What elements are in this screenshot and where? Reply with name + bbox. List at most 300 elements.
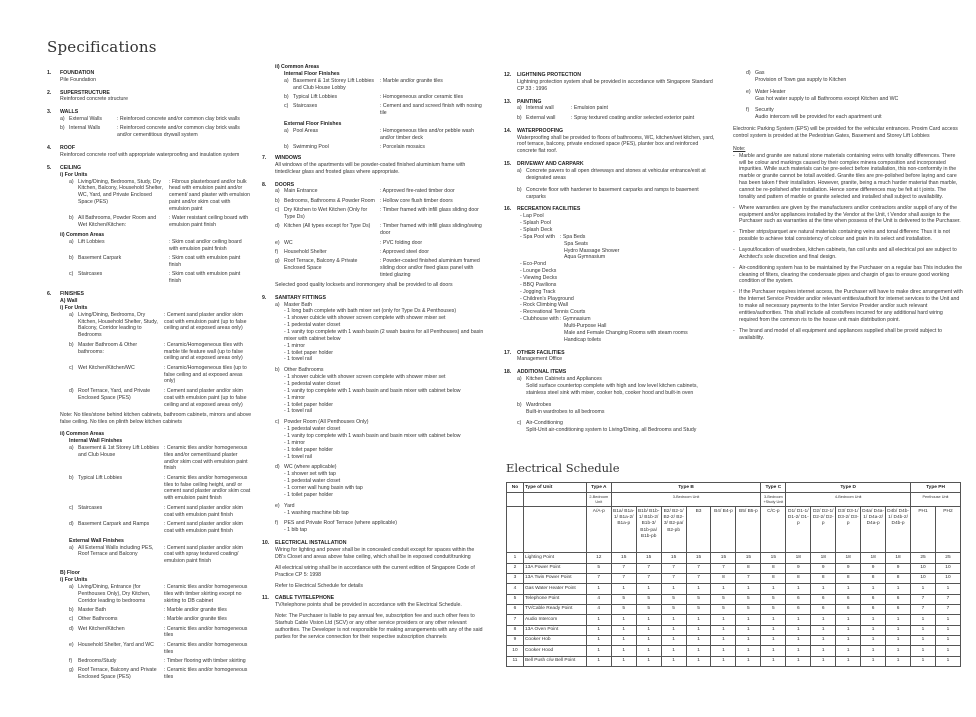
- item-letter: f): [746, 107, 750, 114]
- item-key: Master Bathroom & Other bathrooms:: [78, 341, 138, 355]
- fitting-item: - 1 mirror: [284, 342, 306, 349]
- item-value: : Approved steel door: [380, 249, 485, 256]
- cell-value: 10: [935, 573, 960, 583]
- item-letter: d): [69, 625, 74, 632]
- cell-value: 4: [586, 604, 611, 614]
- facility-subitem: : Spa Beds: [560, 233, 586, 240]
- cell-value: 1: [636, 625, 661, 635]
- cell-value: 1: [836, 584, 861, 594]
- cell-value: 5: [711, 594, 736, 604]
- section-number: 1.: [47, 69, 52, 76]
- cell-value: 7: [586, 573, 611, 583]
- additional-item: [517, 376, 716, 397]
- unit-subtype: B1b/ B1b-1/ B1b-2/ B1b-3/ B1b-pa/ B1b-pb: [636, 507, 661, 553]
- cell-value: 1: [861, 615, 886, 625]
- additional-items-continued: [733, 70, 976, 121]
- spec-row: [275, 223, 485, 237]
- cell-value: 5: [736, 594, 761, 604]
- section-title: FINISHES: [60, 291, 84, 298]
- facility-item: - Children's Playground: [520, 295, 574, 302]
- cell-value: 6: [786, 594, 811, 604]
- item-value: : Porcelain mosaics: [380, 144, 485, 151]
- cell-value: 1: [686, 584, 711, 594]
- cell-value: 1: [935, 646, 960, 656]
- cell-value: 1: [636, 584, 661, 594]
- cell-value: 1: [911, 625, 936, 635]
- header-row-subtypes: [507, 507, 961, 553]
- item-key: Staircases: [293, 103, 318, 110]
- header-unit-type: Type PH: [911, 483, 961, 493]
- item-value: : Spray textured coating and/or selected exterior paint: [571, 115, 716, 122]
- cell-value: 9: [811, 563, 836, 573]
- item-letter: b): [69, 606, 74, 613]
- cell-value: 18: [836, 553, 861, 563]
- cell-value: 1: [636, 656, 661, 666]
- unit-description: Penthouse Unit: [911, 493, 961, 507]
- item-key: Basement & 1st Storey Lift Lobbies and Club House Lobby: [293, 77, 375, 91]
- facility-item: - Eco-Pond: [520, 261, 546, 268]
- column-3: [504, 72, 716, 440]
- item-letter: f): [275, 520, 279, 527]
- item-key: Roof Terrace, Balcony and Private Enclosed Space (PES): [78, 667, 157, 681]
- bullet-dash: -: [733, 229, 735, 236]
- fitting-item: - 1 towel rail: [284, 356, 312, 363]
- group-name: Other Bathrooms: [284, 367, 324, 374]
- empty-cell: [507, 493, 524, 507]
- cell-value: 7: [935, 604, 960, 614]
- item-name: Gas: [755, 70, 765, 76]
- spec-row: [69, 607, 252, 614]
- item-letter: d): [69, 387, 74, 394]
- row-item: TV/Cable Ready Point: [523, 604, 586, 614]
- fitting-item: - 1 toilet paper holder: [284, 446, 334, 453]
- cell-value: 1: [861, 656, 886, 666]
- item-key: Pool Areas: [293, 127, 319, 134]
- header-unit-type: Type D: [786, 483, 911, 493]
- item-letter: c): [517, 420, 522, 427]
- section-text: Reinforced concrete roof with appropriate waterproofing and insulation system: [60, 152, 240, 159]
- cell-value: 1: [886, 646, 911, 656]
- cell-value: 1: [711, 615, 736, 625]
- section-title: RECREATION FACILITIES: [517, 206, 581, 213]
- additional-item-heading: [746, 89, 976, 96]
- unit-subtype: PH2: [935, 507, 960, 553]
- cell-value: 18: [861, 553, 886, 563]
- item-value: : Ceramic/Homogeneous tiles (up to false ceiling and at exposed areas only): [164, 365, 252, 386]
- cell-value: 1: [636, 615, 661, 625]
- sanitary-group: [275, 302, 485, 364]
- cell-value: 7: [736, 573, 761, 583]
- sanitary-groups: [262, 302, 485, 535]
- cell-value: 9: [786, 563, 811, 573]
- cell-value: 10: [935, 563, 960, 573]
- cell-value: 1: [686, 635, 711, 645]
- facility-subitem: Spa Seats: [564, 240, 588, 247]
- spec-row: [69, 545, 252, 566]
- spec-row: [284, 128, 485, 142]
- column-4: [733, 70, 963, 345]
- row-number: 1: [507, 553, 524, 563]
- facility-item: - Clubhouse with: [520, 316, 559, 323]
- item-key: Bedrooms/Study: [78, 658, 117, 665]
- cell-value: 1: [636, 635, 661, 645]
- facility-group: [520, 234, 716, 261]
- section-number: 11.: [262, 595, 269, 602]
- header-unit-type: Type B: [611, 483, 761, 493]
- spec-list: [504, 105, 716, 121]
- row-item: Bell Push c/w Bell Point: [523, 656, 586, 666]
- section-title: OTHER FACILITIES: [517, 349, 565, 356]
- row-number: 7: [507, 615, 524, 625]
- facility-item: - Viewing Decks: [520, 274, 558, 281]
- cell-value: 7: [661, 563, 686, 573]
- item-text: Built-in wardrobes to all bedrooms: [526, 408, 605, 415]
- item-letter: g): [275, 258, 280, 265]
- sanitary-group: [275, 419, 485, 460]
- cell-value: 1: [911, 615, 936, 625]
- item-letter: f): [275, 248, 279, 255]
- item-letter: b): [284, 93, 289, 100]
- cell-value: 1: [836, 646, 861, 656]
- subheading: ii) Common Areas: [60, 431, 105, 438]
- section-title: WALLS: [60, 109, 79, 116]
- item-value: : Cement sand plaster and/or skim coat with emulsion paint (up to false ceiling and at exposed areas only): [164, 388, 252, 409]
- spec-list: [275, 78, 485, 117]
- cell-value: 1: [861, 584, 886, 594]
- cell-value: 1: [811, 635, 836, 645]
- section-number: 16.: [504, 206, 512, 213]
- item-value: : Marble and/or granite tiles: [164, 616, 252, 623]
- cell-value: 5: [686, 594, 711, 604]
- item-key: Staircases: [78, 504, 103, 511]
- cell-value: 1: [586, 656, 611, 666]
- cell-value: 1: [736, 646, 761, 656]
- unit-subtype: D1/ D1-1/ D1-2/ D1-p: [786, 507, 811, 553]
- item-key: Household Shelter: [284, 248, 327, 255]
- cell-value: 7: [661, 573, 686, 583]
- facility-item: - BBQ Pavilions: [520, 281, 557, 288]
- bullet-dash: -: [733, 327, 735, 334]
- row-number: 5: [507, 594, 524, 604]
- row-number: 3: [507, 573, 524, 583]
- cell-value: 15: [611, 553, 636, 563]
- fitting-item: - 1 toilet paper holder: [284, 349, 334, 356]
- spec-row: [69, 365, 252, 386]
- additional-item-heading: [517, 402, 716, 409]
- item-letter: e): [275, 502, 280, 509]
- cell-value: 18: [886, 553, 911, 563]
- item-value: : PVC folding door: [380, 240, 485, 247]
- sanitary-group: [275, 464, 485, 498]
- cell-value: 9: [861, 563, 886, 573]
- row-number: 9: [507, 635, 524, 645]
- facility-subitem: Aqua Gymnasium: [564, 254, 606, 261]
- section-title: WATERPROOFING: [517, 127, 564, 134]
- cell-value: 6: [811, 594, 836, 604]
- spec-row: [69, 255, 252, 269]
- spec-list: [262, 188, 485, 278]
- row-item: Lighting Point: [523, 553, 586, 563]
- cell-value: 1: [636, 646, 661, 656]
- item-value: : Cement sand plaster and/or skim coat with spray textured coating/ emulsion paint finish: [164, 545, 252, 566]
- cell-value: 1: [811, 646, 836, 656]
- spec-list: [60, 239, 252, 285]
- item-key: Typical Lift Lobbies: [78, 474, 123, 481]
- cell-value: 8: [861, 573, 886, 583]
- item-value: : Ceramic tiles and/or homogeneous tiles: [164, 667, 252, 681]
- cell-value: 15: [636, 553, 661, 563]
- note-text: If the Purchaser requires internet access, the Purchaser will have to make direc arrangement with the Internet Service Provider and/or relevant entities/authorit for internet services to the Unit and to make all necessary payments to the Inter Service Provider and/or such relevant entities/authorities. This shall include all costs/fees incurred for any additional hard wiring required from the common ris to the house unit main distribution point.: [739, 289, 963, 323]
- cell-value: 1: [611, 625, 636, 635]
- fitting-item: - 1 vanity top complete with 1 wash basin and basin mixer with cabinet below: [284, 387, 461, 394]
- finishes-note: Note: No tiles/stone behind kitchen cabinets, bathroom cabinets, mirrors and above false ceiling. No tiles on plinth below kitchen cabinets: [60, 412, 252, 426]
- item-key: Wet Kitchen/Kitchen: [78, 625, 125, 632]
- additional-item-heading: [746, 107, 976, 114]
- eps-paragraph: Electronic Parking System (EPS) will be provided for the vehicular entrances. Proxim Card access control system is provided at the Pedestrian Gates, Basement and Storey Lift Lobbies: [733, 126, 958, 140]
- cell-value: 1: [761, 646, 786, 656]
- item-value: : Timber framed with infill glass sliding door: [380, 207, 485, 221]
- row-item: Cooker Hood: [523, 646, 586, 656]
- item-name: Security: [755, 107, 774, 114]
- fitting-item: - 1 pedestal water closet: [284, 426, 341, 433]
- item-value: : Cement sand plaster and/or skim coat with emulsion paint finish: [164, 521, 252, 535]
- row-item: Audio Intercom: [523, 615, 586, 625]
- cell-value: 15: [711, 553, 736, 563]
- electrical-schedule-title: Electrical Schedule: [506, 461, 620, 475]
- cell-value: 1: [811, 615, 836, 625]
- additional-item: [517, 420, 716, 434]
- group-name: Master Bath: [284, 301, 312, 308]
- item-value: : Ceramic/Homogeneous tiles with marble tile feature wall (up to false ceiling and at exposed areas only): [164, 342, 252, 363]
- bullet-dash: -: [733, 289, 735, 296]
- cell-value: 1: [686, 646, 711, 656]
- unit-subtype: B2/ B2-1/ B2-2/ B2-3/ B2-pa/ B2-pb: [661, 507, 686, 553]
- header-type-of-unit: Type of Unit: [523, 483, 586, 493]
- unit-subtype: A/A-p: [586, 507, 611, 553]
- section-sanitary-fittings: [262, 295, 485, 535]
- item-letter: d): [275, 223, 280, 230]
- item-value: : Ceramic tiles and/or homogeneous tiles to false ceiling height, and/ or cement sand plaster and/or skim coat with emulsion paint finish: [164, 475, 252, 502]
- item-key: WC: [284, 239, 293, 246]
- cell-value: 1: [586, 615, 611, 625]
- item-letter: a): [69, 238, 74, 245]
- item-key: Master Bath: [78, 606, 106, 613]
- spec-row: [275, 188, 485, 195]
- item-key: Internal Walls: [69, 125, 101, 132]
- cell-value: 6: [861, 604, 886, 614]
- item-key: Lift Lobbies: [78, 238, 105, 245]
- additional-item-heading: [517, 376, 716, 383]
- item-key: All Bathrooms, Powder Room and Wet Kitchen/Kitchen:: [78, 215, 157, 229]
- cell-value: 1: [661, 625, 686, 635]
- spec-list: [60, 545, 252, 566]
- item-value: : Powder-coated finished aluminium framed sliding door and/or fixed glass panel with tinted glazing: [380, 258, 485, 279]
- item-letter: c): [69, 364, 74, 371]
- cell-value: 1: [736, 656, 761, 666]
- empty-cell: [523, 507, 586, 553]
- electrical-schedule-wrapper: [506, 482, 953, 712]
- section-text: All windows of the apartments will be powder-coated finished aluminium frame with tinted/clear glass and frosted glass where appropriate.: [275, 161, 466, 175]
- item-value: : Cement and sand screed finish with nosing tile: [380, 103, 485, 117]
- cell-value: 8: [811, 573, 836, 583]
- unit-subtype: PH1: [911, 507, 936, 553]
- row-number: 8: [507, 625, 524, 635]
- cell-value: 6: [836, 594, 861, 604]
- header-unit-type: Type A: [586, 483, 611, 493]
- cell-value: 5: [611, 594, 636, 604]
- header-unit-type: Type C: [761, 483, 786, 493]
- item-letter: b): [69, 341, 74, 348]
- item-value: : Skim coat and/or ceiling board with emulsion paint finish: [169, 239, 252, 253]
- cell-value: 1: [586, 646, 611, 656]
- item-name: Kitchen Cabinets and Appliances: [526, 376, 602, 383]
- item-letter: c): [69, 504, 74, 511]
- section-title: PAINTING: [517, 98, 542, 105]
- cell-value: 1: [761, 625, 786, 635]
- item-value: : Homogeneous and/or ceramic tiles: [380, 94, 485, 101]
- cell-value: 8: [786, 573, 811, 583]
- cell-value: 1: [911, 635, 936, 645]
- cell-value: 6: [886, 594, 911, 604]
- spec-row: [69, 667, 252, 681]
- item-name: Water Heater: [755, 88, 786, 95]
- facility-subitem: Hydro Massage Shower: [564, 247, 620, 254]
- paragraph: Wiring for lighting and power shall be in concealed conduit except for spaces within the DB's Closet and areas above false ceiling, which shall be in exposed conduit/trunking: [275, 547, 475, 560]
- section-number: 12.: [504, 72, 512, 78]
- item-letter: a): [60, 116, 65, 123]
- spec-row: [69, 626, 252, 640]
- unit-subtype: B3: [686, 507, 711, 553]
- item-value: : Skim coat with emulsion paint finish: [169, 271, 252, 285]
- item-value: : Reinforced concrete and/or common clay brick walls: [117, 116, 252, 123]
- facility-sublist: [560, 233, 620, 261]
- section-title: CABLE TV/TELEPHONE: [275, 595, 335, 602]
- cell-value: 1: [586, 625, 611, 635]
- facility-item: - Lap Pool: [520, 213, 544, 220]
- section-number: 4.: [47, 145, 52, 152]
- item-key: Living/Dining, Bedrooms, Dry Kitchen, Household Shelter, Study, Balcony, Corridor leading to Bedrooms: [78, 311, 158, 339]
- cell-value: 1: [661, 656, 686, 666]
- sanitary-group: [275, 367, 485, 415]
- note-text: Air-conditioning system has to be maintained by the Purchaser on a regular bas This includes the cleaning of filters, clearing the condensate pipes and chargin of gas to ensure good working condition of the system.: [739, 264, 963, 285]
- unit-subtype: D4b/ D4b-1/ D4b-2/ D4b-p: [886, 507, 911, 553]
- cell-value: 1: [711, 656, 736, 666]
- spec-row: [69, 658, 252, 665]
- section-number: 17.: [504, 349, 512, 356]
- cell-value: 1: [786, 635, 811, 645]
- item-text: Solid surface countertop complete with high and low level kitchen cabinets, stainless steel sink with mixer, cooker hob, cooker hood and built-in oven: [526, 383, 698, 396]
- section-title: CEILING: [60, 164, 82, 171]
- item-value: : Cement sand plaster and/or skim coat with emulsion paint finish: [164, 505, 252, 519]
- table-row: [507, 656, 961, 666]
- group-heading: [275, 520, 485, 527]
- section-superstructure: [47, 90, 252, 104]
- group-name: PES and Private Roof Terrace (where applicable): [284, 520, 397, 527]
- table-row: [507, 584, 961, 594]
- cell-value: 1: [661, 584, 686, 594]
- unit-subtype: C/C-p: [761, 507, 786, 553]
- table-row: [507, 625, 961, 635]
- paragraph: TV/telephone points shall be provided in accordance with the Electrical Schedule.: [275, 602, 462, 609]
- section-title: ROOF: [60, 145, 75, 152]
- additional-item: [746, 107, 976, 121]
- cell-value: 1: [811, 584, 836, 594]
- section-title: ADDITIONAL ITEMS: [517, 369, 567, 376]
- section-number: 14.: [504, 127, 512, 134]
- spec-row: [69, 505, 252, 519]
- note-item: [733, 153, 963, 201]
- cell-value: 7: [911, 604, 936, 614]
- cell-value: 1: [836, 615, 861, 625]
- table-row: [507, 553, 961, 563]
- bullet-dash: -: [733, 247, 735, 254]
- subheading: Internal Floor Finishes: [284, 70, 340, 77]
- page-title: Specifications: [47, 38, 157, 56]
- table-row: [507, 594, 961, 604]
- item-key: Swimming Pool: [293, 144, 329, 151]
- fitting-item: - 1 shower set with tap: [284, 471, 336, 478]
- spec-row: [69, 312, 252, 339]
- spec-row: [284, 94, 485, 101]
- item-key: Living/Dining, Entrance (for Penthouses Only), Dry Kitchen, Corridor leading to bedrooms: [78, 583, 151, 604]
- item-letter: b): [69, 255, 74, 262]
- section-text: Lightning protection system shall be provided in accordance with Singapore Standard CP 33 : 1996: [517, 78, 713, 92]
- section-title: ELECTRICAL INSTALLATION: [275, 540, 347, 547]
- item-value: : Ceramic tiles and/or homogeneous tiles: [164, 642, 252, 656]
- doors-note: Selected good quality locksets and ironmongery shall be provided to all doors: [275, 281, 453, 288]
- item-letter: a): [69, 311, 74, 318]
- item-letter: b): [69, 215, 74, 222]
- cell-value: 7: [686, 563, 711, 573]
- subheading: i) For Units: [60, 576, 88, 583]
- item-text: Audio intercom will be provided for each apartment unit: [755, 114, 882, 121]
- item-letter: a): [517, 376, 522, 383]
- fitting-item: - 1 toilet paper holder: [284, 491, 334, 498]
- subheading: Internal Wall Finishes: [69, 437, 123, 444]
- item-letter: c): [284, 103, 289, 110]
- spec-row: [69, 475, 252, 502]
- section-number: 18.: [504, 369, 512, 376]
- item-key: Kitchen (All types except for Type Ds): [284, 223, 371, 230]
- cell-value: 1: [711, 646, 736, 656]
- cell-value: 1: [711, 635, 736, 645]
- spec-row: [275, 207, 485, 221]
- note-item: [733, 205, 963, 226]
- cell-value: 5: [736, 604, 761, 614]
- cell-value: 1: [811, 625, 836, 635]
- cell-value: 5: [611, 604, 636, 614]
- cell-value: 5: [686, 604, 711, 614]
- spec-row: [284, 144, 485, 151]
- header-row-types: [507, 483, 961, 493]
- unit-subtype: B1a/ B1a-1/ B1a-2/ B1a-p: [611, 507, 636, 553]
- item-key: Staircases: [78, 271, 103, 278]
- item-key: All External Walls including PES, Roof Terrace and Balcony: [78, 544, 154, 558]
- section-number: 13.: [504, 98, 512, 105]
- spec-row: [517, 105, 716, 112]
- cell-value: 8: [886, 573, 911, 583]
- row-number: 2: [507, 563, 524, 573]
- spec-row: [517, 115, 716, 122]
- row-item: 13A Twin Power Point: [523, 573, 586, 583]
- fitting-item: - 1 towel rail: [284, 408, 312, 415]
- cell-value: 7: [636, 573, 661, 583]
- item-key: Household Shelter, Yard and WC: [78, 641, 154, 648]
- cell-value: 5: [661, 594, 686, 604]
- item-key: Other Bathrooms: [78, 616, 118, 623]
- cell-value: 8: [736, 563, 761, 573]
- cell-value: 8: [711, 573, 736, 583]
